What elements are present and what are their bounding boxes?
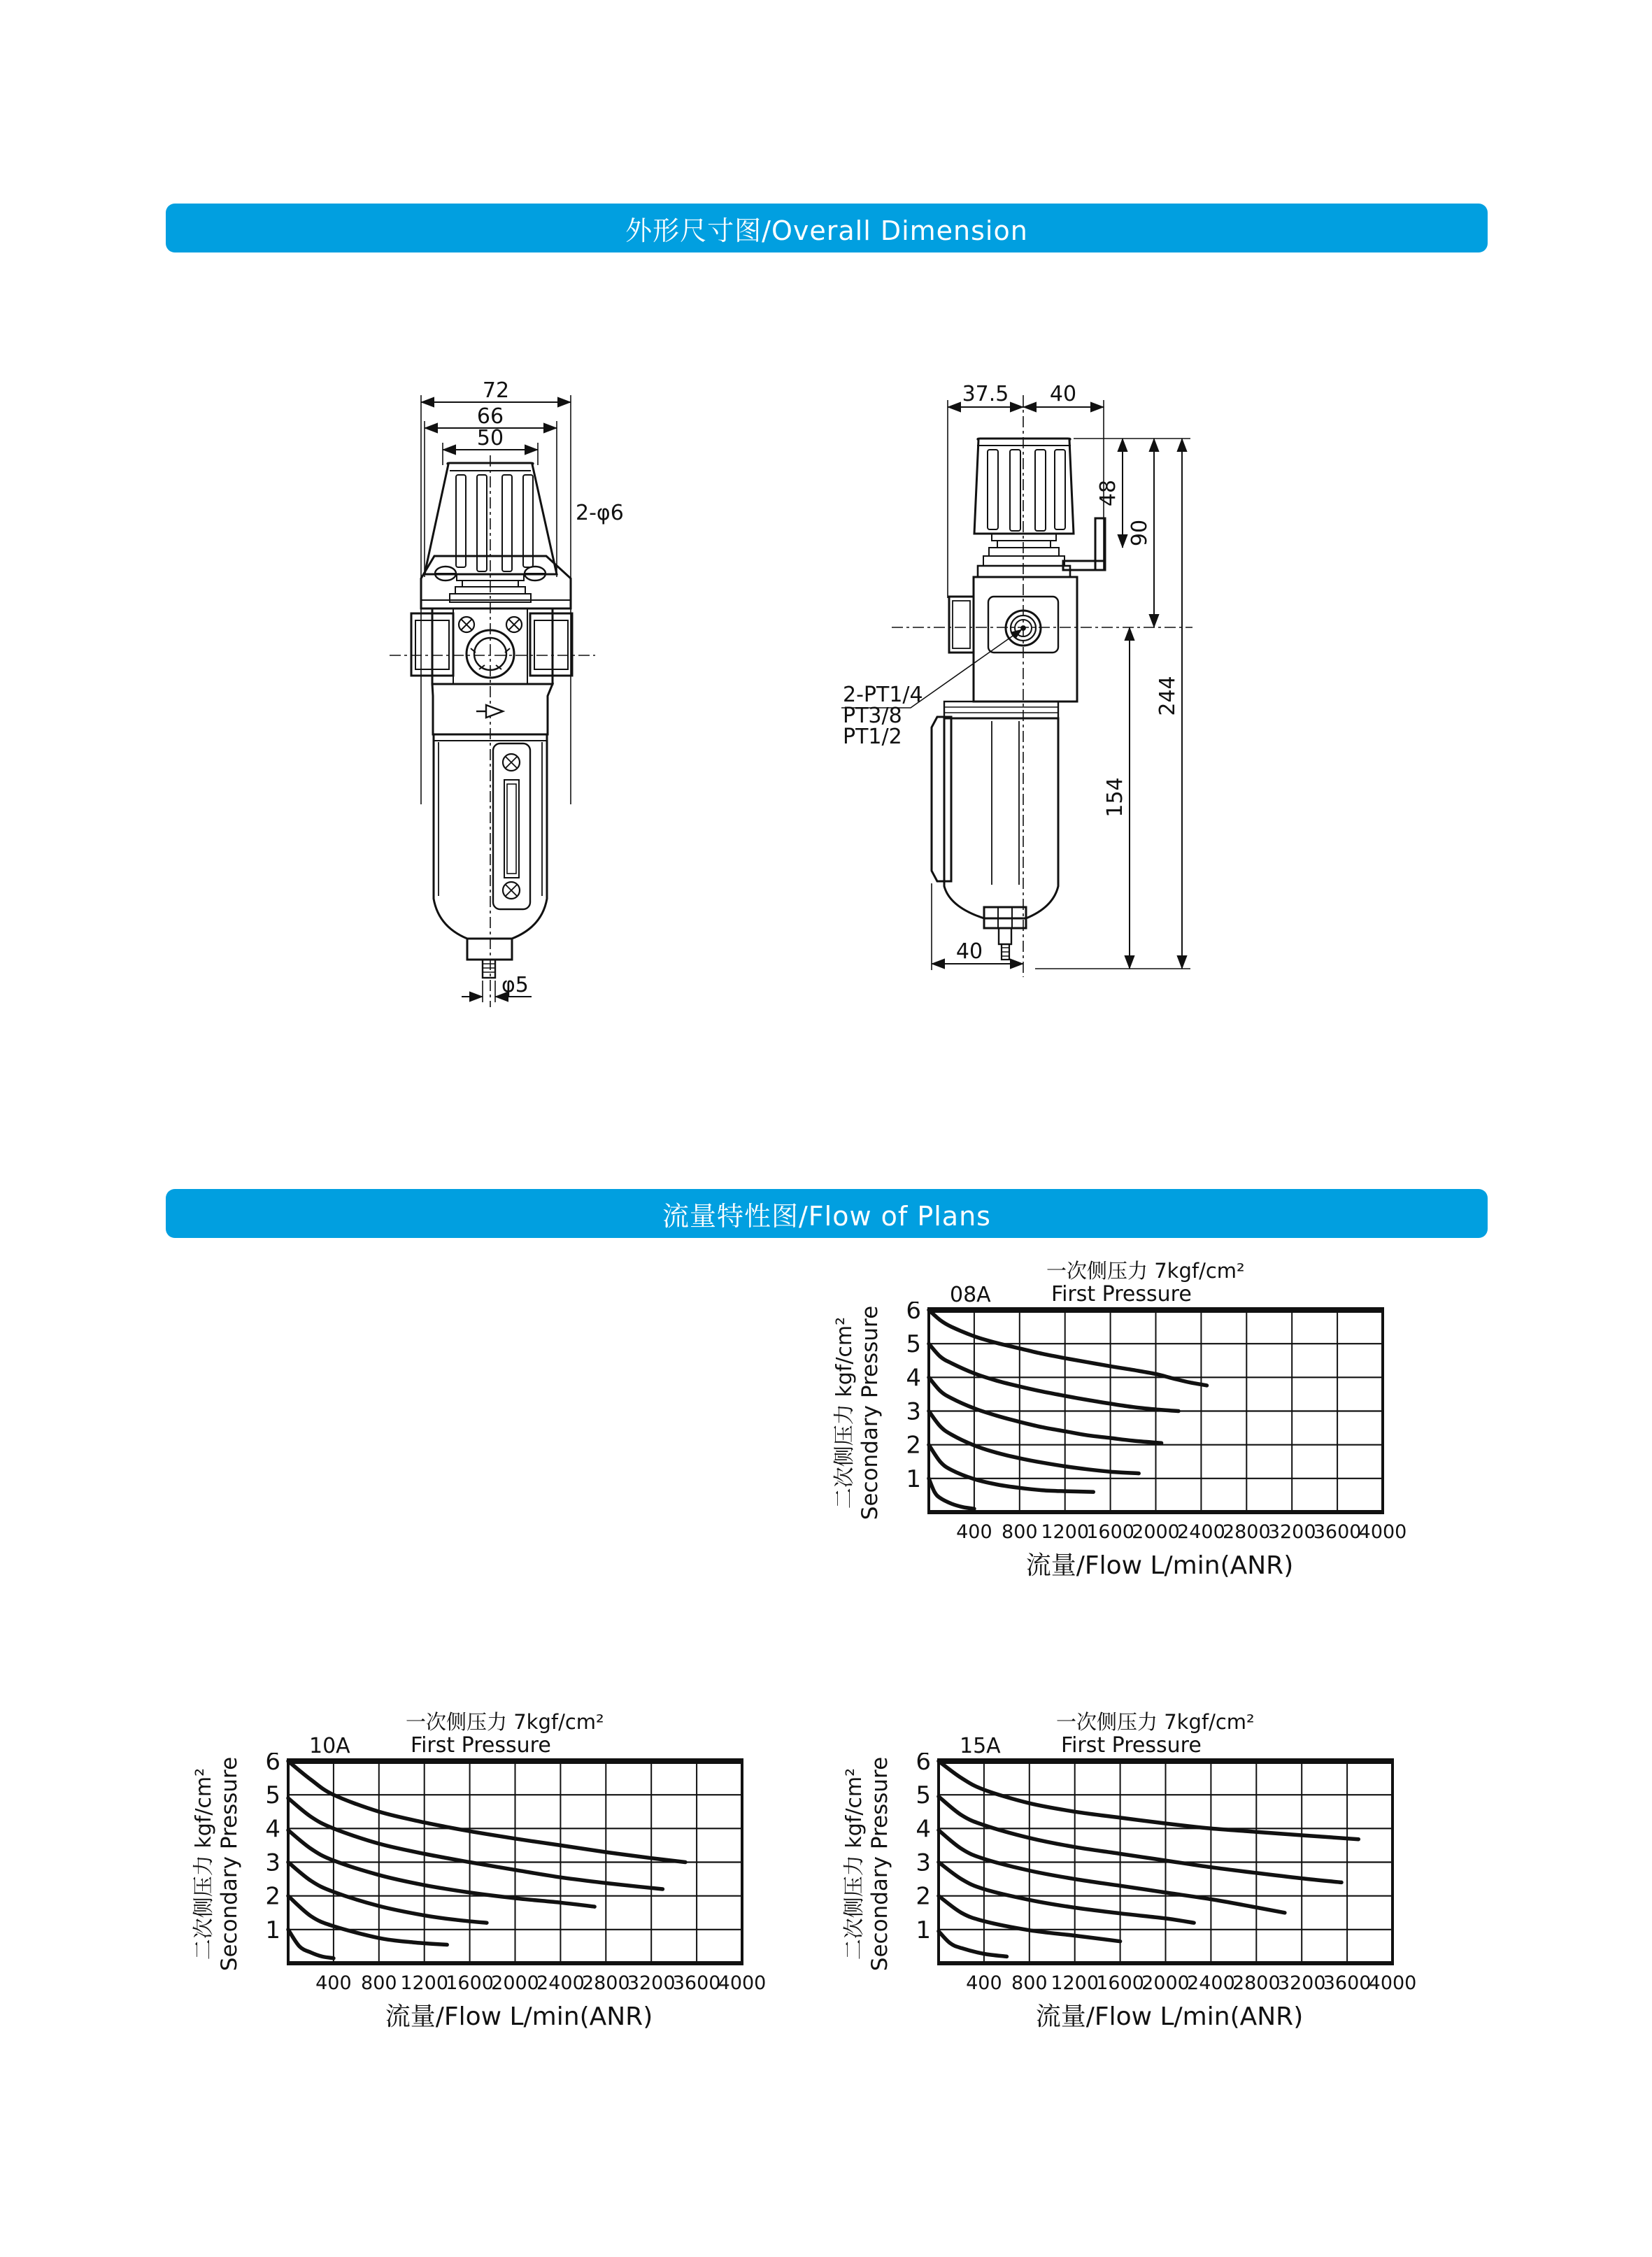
svg-text:2800: 2800	[581, 1972, 630, 1994]
y-axis-label-cn: 二次侧压力 kgf/cm²	[832, 1316, 857, 1509]
knob-collar	[978, 534, 1070, 577]
svg-text:5: 5	[916, 1781, 931, 1810]
svg-text:2400: 2400	[536, 1972, 585, 1994]
svg-text:4000: 4000	[1358, 1521, 1407, 1543]
svg-text:2: 2	[916, 1882, 931, 1911]
regulator-knob	[974, 439, 1074, 534]
valve-body	[949, 577, 1077, 702]
svg-text:3: 3	[916, 1849, 931, 1877]
flow-chart-08A	[810, 1252, 1453, 1616]
chart-plot-area	[259, 1753, 790, 2032]
svg-text:3200: 3200	[1277, 1972, 1326, 1994]
svg-text:1200: 1200	[1051, 1972, 1099, 1994]
svg-text:48: 48	[1096, 479, 1120, 507]
svg-text:5: 5	[265, 1781, 280, 1810]
svg-text:800: 800	[1002, 1521, 1038, 1543]
svg-text:400: 400	[956, 1521, 992, 1543]
y-axis-label-en: Secondary Pressure	[867, 1756, 892, 1972]
x-axis-label: 流量/Flow L/min(ANR)	[1035, 2002, 1304, 2031]
mounting-bracket-hook	[1063, 518, 1105, 570]
svg-text:6: 6	[265, 1753, 280, 1776]
section-header-flow-of-plans	[166, 1189, 1488, 1238]
filter-bowl	[944, 702, 1058, 960]
svg-text:66: 66	[476, 404, 504, 429]
drain-boss	[467, 939, 512, 978]
svg-text:50: 50	[476, 426, 504, 450]
svg-text:3600: 3600	[1323, 1972, 1372, 1994]
svg-text:1600: 1600	[1096, 1972, 1144, 1994]
svg-text:40: 40	[1049, 382, 1077, 406]
chart-title-cn: 一次侧压力 7kgf/cm²	[406, 1710, 604, 1734]
body-screw-left	[459, 617, 474, 632]
svg-text:2000: 2000	[491, 1972, 539, 1994]
svg-text:800: 800	[361, 1972, 397, 1994]
port-boss-left	[949, 597, 974, 653]
svg-text:1: 1	[916, 1916, 931, 1944]
chart-title-cn: 一次侧压力 7kgf/cm²	[1046, 1259, 1245, 1283]
flow-chart-10A	[169, 1703, 813, 2067]
chart-title-en: First Pressure	[1051, 1282, 1192, 1307]
svg-text:4: 4	[906, 1364, 921, 1393]
dim-drain	[462, 973, 532, 1002]
chart-model-label: 10A	[309, 1734, 350, 1758]
svg-text:2400: 2400	[1177, 1521, 1225, 1543]
dim-48	[1096, 439, 1123, 548]
svg-text:154: 154	[1103, 777, 1127, 818]
svg-text:4000: 4000	[718, 1972, 767, 1994]
svg-text:1: 1	[906, 1465, 921, 1493]
svg-text:PT1/2: PT1/2	[843, 725, 902, 749]
flow-chart-15A	[820, 1703, 1463, 2067]
y-axis-label-cn: 二次侧压力 kgf/cm²	[192, 1767, 216, 1960]
x-axis-label: 流量/Flow L/min(ANR)	[1025, 1551, 1294, 1580]
svg-text:40: 40	[955, 939, 983, 964]
svg-text:3200: 3200	[1267, 1521, 1316, 1543]
svg-text:PT3/8: PT3/8	[843, 704, 902, 728]
section-title: 外形尺寸图/Overall Dimension	[625, 215, 1028, 246]
svg-text:3: 3	[906, 1397, 921, 1426]
chart-model-label: 15A	[960, 1734, 1001, 1758]
dim-244	[1155, 439, 1182, 969]
chart-plot-area	[899, 1302, 1431, 1581]
chart-plot-area	[909, 1753, 1441, 2032]
svg-text:400: 400	[966, 1972, 1002, 1994]
holes-callout: 2-φ6	[576, 501, 624, 525]
svg-text:1600: 1600	[1086, 1521, 1134, 1543]
dim-90	[1127, 439, 1154, 627]
bracket-plate-edge	[932, 717, 951, 881]
svg-text:244: 244	[1155, 676, 1180, 716]
svg-text:3200: 3200	[627, 1972, 676, 1994]
valve-body	[411, 608, 572, 684]
svg-text:4000: 4000	[1368, 1972, 1417, 1994]
chart-model-label: 08A	[950, 1283, 991, 1307]
drain-stem	[999, 928, 1011, 960]
sight-glass	[493, 743, 530, 909]
side-port-boss-right	[530, 613, 572, 676]
side-view-drawing	[832, 367, 1224, 1007]
flow-direction-arrow	[476, 705, 503, 718]
dim-154	[1103, 627, 1130, 969]
svg-text:2: 2	[265, 1882, 280, 1911]
body-screw-right	[506, 617, 522, 632]
bracket-screw-right	[525, 567, 546, 581]
svg-text:2800: 2800	[1232, 1972, 1281, 1994]
svg-text:400: 400	[315, 1972, 352, 1994]
svg-text:6: 6	[906, 1302, 921, 1325]
bowl-adapter	[432, 684, 553, 734]
svg-text:4: 4	[916, 1815, 931, 1844]
svg-text:5: 5	[906, 1330, 921, 1359]
svg-text:3600: 3600	[1313, 1521, 1362, 1543]
y-axis-label-cn: 二次侧压力 kgf/cm²	[842, 1767, 867, 1960]
chart-title-en: First Pressure	[411, 1733, 551, 1758]
y-axis-label-en: Secondary Pressure	[217, 1756, 242, 1972]
svg-text:2000: 2000	[1141, 1972, 1190, 1994]
svg-text:6: 6	[916, 1753, 931, 1776]
chart-title-en: First Pressure	[1061, 1733, 1202, 1758]
chart-title-cn: 一次侧压力 7kgf/cm²	[1056, 1710, 1255, 1734]
svg-text:1200: 1200	[400, 1972, 449, 1994]
svg-text:2800: 2800	[1222, 1521, 1271, 1543]
y-axis-label-en: Secondary Pressure	[857, 1305, 883, 1521]
svg-text:3600: 3600	[672, 1972, 721, 1994]
svg-text:2: 2	[906, 1431, 921, 1460]
svg-text:2400: 2400	[1187, 1972, 1235, 1994]
svg-text:φ5: φ5	[501, 973, 529, 997]
svg-text:800: 800	[1011, 1972, 1048, 1994]
svg-text:90: 90	[1127, 519, 1152, 547]
section-header-overall-dimension	[166, 204, 1488, 252]
svg-text:1600: 1600	[446, 1972, 494, 1994]
mounting-bracket	[421, 556, 571, 608]
svg-text:3: 3	[265, 1849, 280, 1877]
svg-text:1200: 1200	[1041, 1521, 1090, 1543]
svg-text:4: 4	[265, 1815, 280, 1844]
section-title: 流量特性图/Flow of Plans	[662, 1200, 991, 1232]
svg-text:37.5: 37.5	[962, 382, 1009, 406]
svg-text:2-PT1/4: 2-PT1/4	[843, 683, 923, 707]
bracket-screw-left	[435, 567, 456, 581]
svg-text:2000: 2000	[1132, 1521, 1180, 1543]
inlet-port	[1006, 611, 1041, 646]
svg-text:1: 1	[265, 1916, 280, 1944]
x-axis-label: 流量/Flow L/min(ANR)	[385, 2002, 653, 2031]
svg-text:72: 72	[482, 378, 510, 403]
front-view-drawing	[388, 367, 696, 1007]
